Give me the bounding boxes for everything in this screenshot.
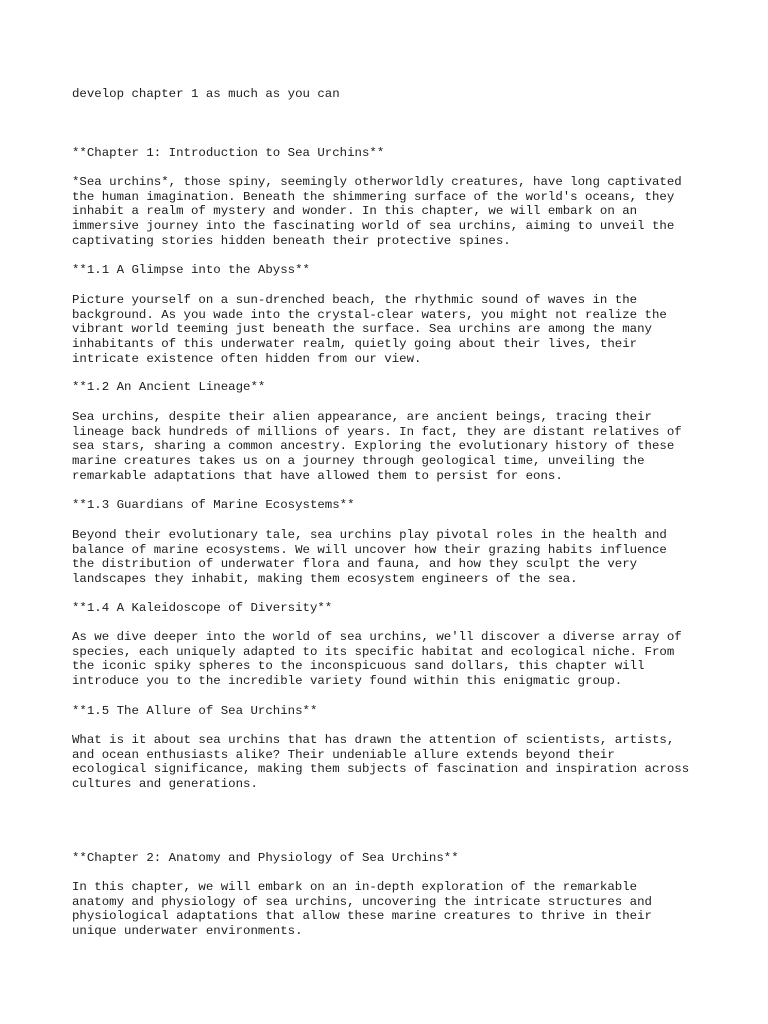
section-1-4-heading: **1.4 A Kaleidoscope of Diversity** [72, 601, 333, 615]
section-1-3-body: Beyond their evolutionary tale, sea urchins play pivotal roles in the health and balance of marine ecosystems. We will uncover how their grazing habits influence the distribution of underwater flora and fauna, and how they sculpt the very landscapes they inhabit, making them ecosystem engineers of the sea. [72, 528, 667, 587]
section-1-1-heading: **1.1 A Glimpse into the Abyss** [72, 263, 310, 277]
chapter-1-intro: *Sea urchins*, those spiny, seemingly otherworldly creatures, have long captivated the human imagination. Beneath the shimmering surface of the world's oceans, they inhabit a realm of mystery and wonder. In this chapter, we will embark on an immersive journey into the fascinating world of sea urchins, aiming to unveil the captivating stories hidden beneath their protective spines. [72, 175, 682, 248]
chapter-2-heading: **Chapter 2: Anatomy and Physiology of Sea Urchins** [72, 851, 459, 865]
section-1-1-body: Picture yourself on a sun-drenched beach, the rhythmic sound of waves in the background. As you wade into the crystal-clear waters, you might not realize the vibrant world teeming just beneath the surface. Sea urchins are among the many inhabitants of this underwater realm, quietly going about their lives, their intricate existence often hidden from our view. [72, 293, 667, 366]
section-1-2-body: Sea urchins, despite their alien appearance, are ancient beings, tracing their lineage back hundreds of millions of years. In fact, they are distant relatives of sea stars, sharing a common ancestry. Exploring the evolutionary history of these marine creatures takes us on a journey through geological time, unveiling the remarkable adaptations that have allowed them to persist for eons. [72, 410, 682, 483]
prompt-text: develop chapter 1 as much as you can [72, 87, 340, 101]
section-1-5-body: What is it about sea urchins that has drawn the attention of scientists, artists, and ocean enthusiasts alike? Their undeniable allure extends beyond their ecological significance, making them subjects of fascination and inspiration across cultures and generations. [72, 733, 690, 792]
section-1-4-body: As we dive deeper into the world of sea urchins, we'll discover a diverse array of species, each uniquely adapted to its specific habitat and ecological niche. From the iconic spiky spheres to the inconspicuous sand dollars, this chapter will introduce you to the incredible variety found within this enigmatic group. [72, 630, 682, 689]
section-1-5-heading: **1.5 The Allure of Sea Urchins** [72, 704, 318, 718]
section-1-2-heading: **1.2 An Ancient Lineage** [72, 380, 266, 394]
chapter-2-body: In this chapter, we will embark on an in-depth exploration of the remarkable anatomy and physiology of sea urchins, uncovering the intricate structures and physiological adaptations that allow these marine creatures to thrive in their unique underwater environments. [72, 880, 652, 939]
section-1-3-heading: **1.3 Guardians of Marine Ecosystems** [72, 498, 355, 512]
chapter-1-heading: **Chapter 1: Introduction to Sea Urchins** [72, 146, 385, 160]
